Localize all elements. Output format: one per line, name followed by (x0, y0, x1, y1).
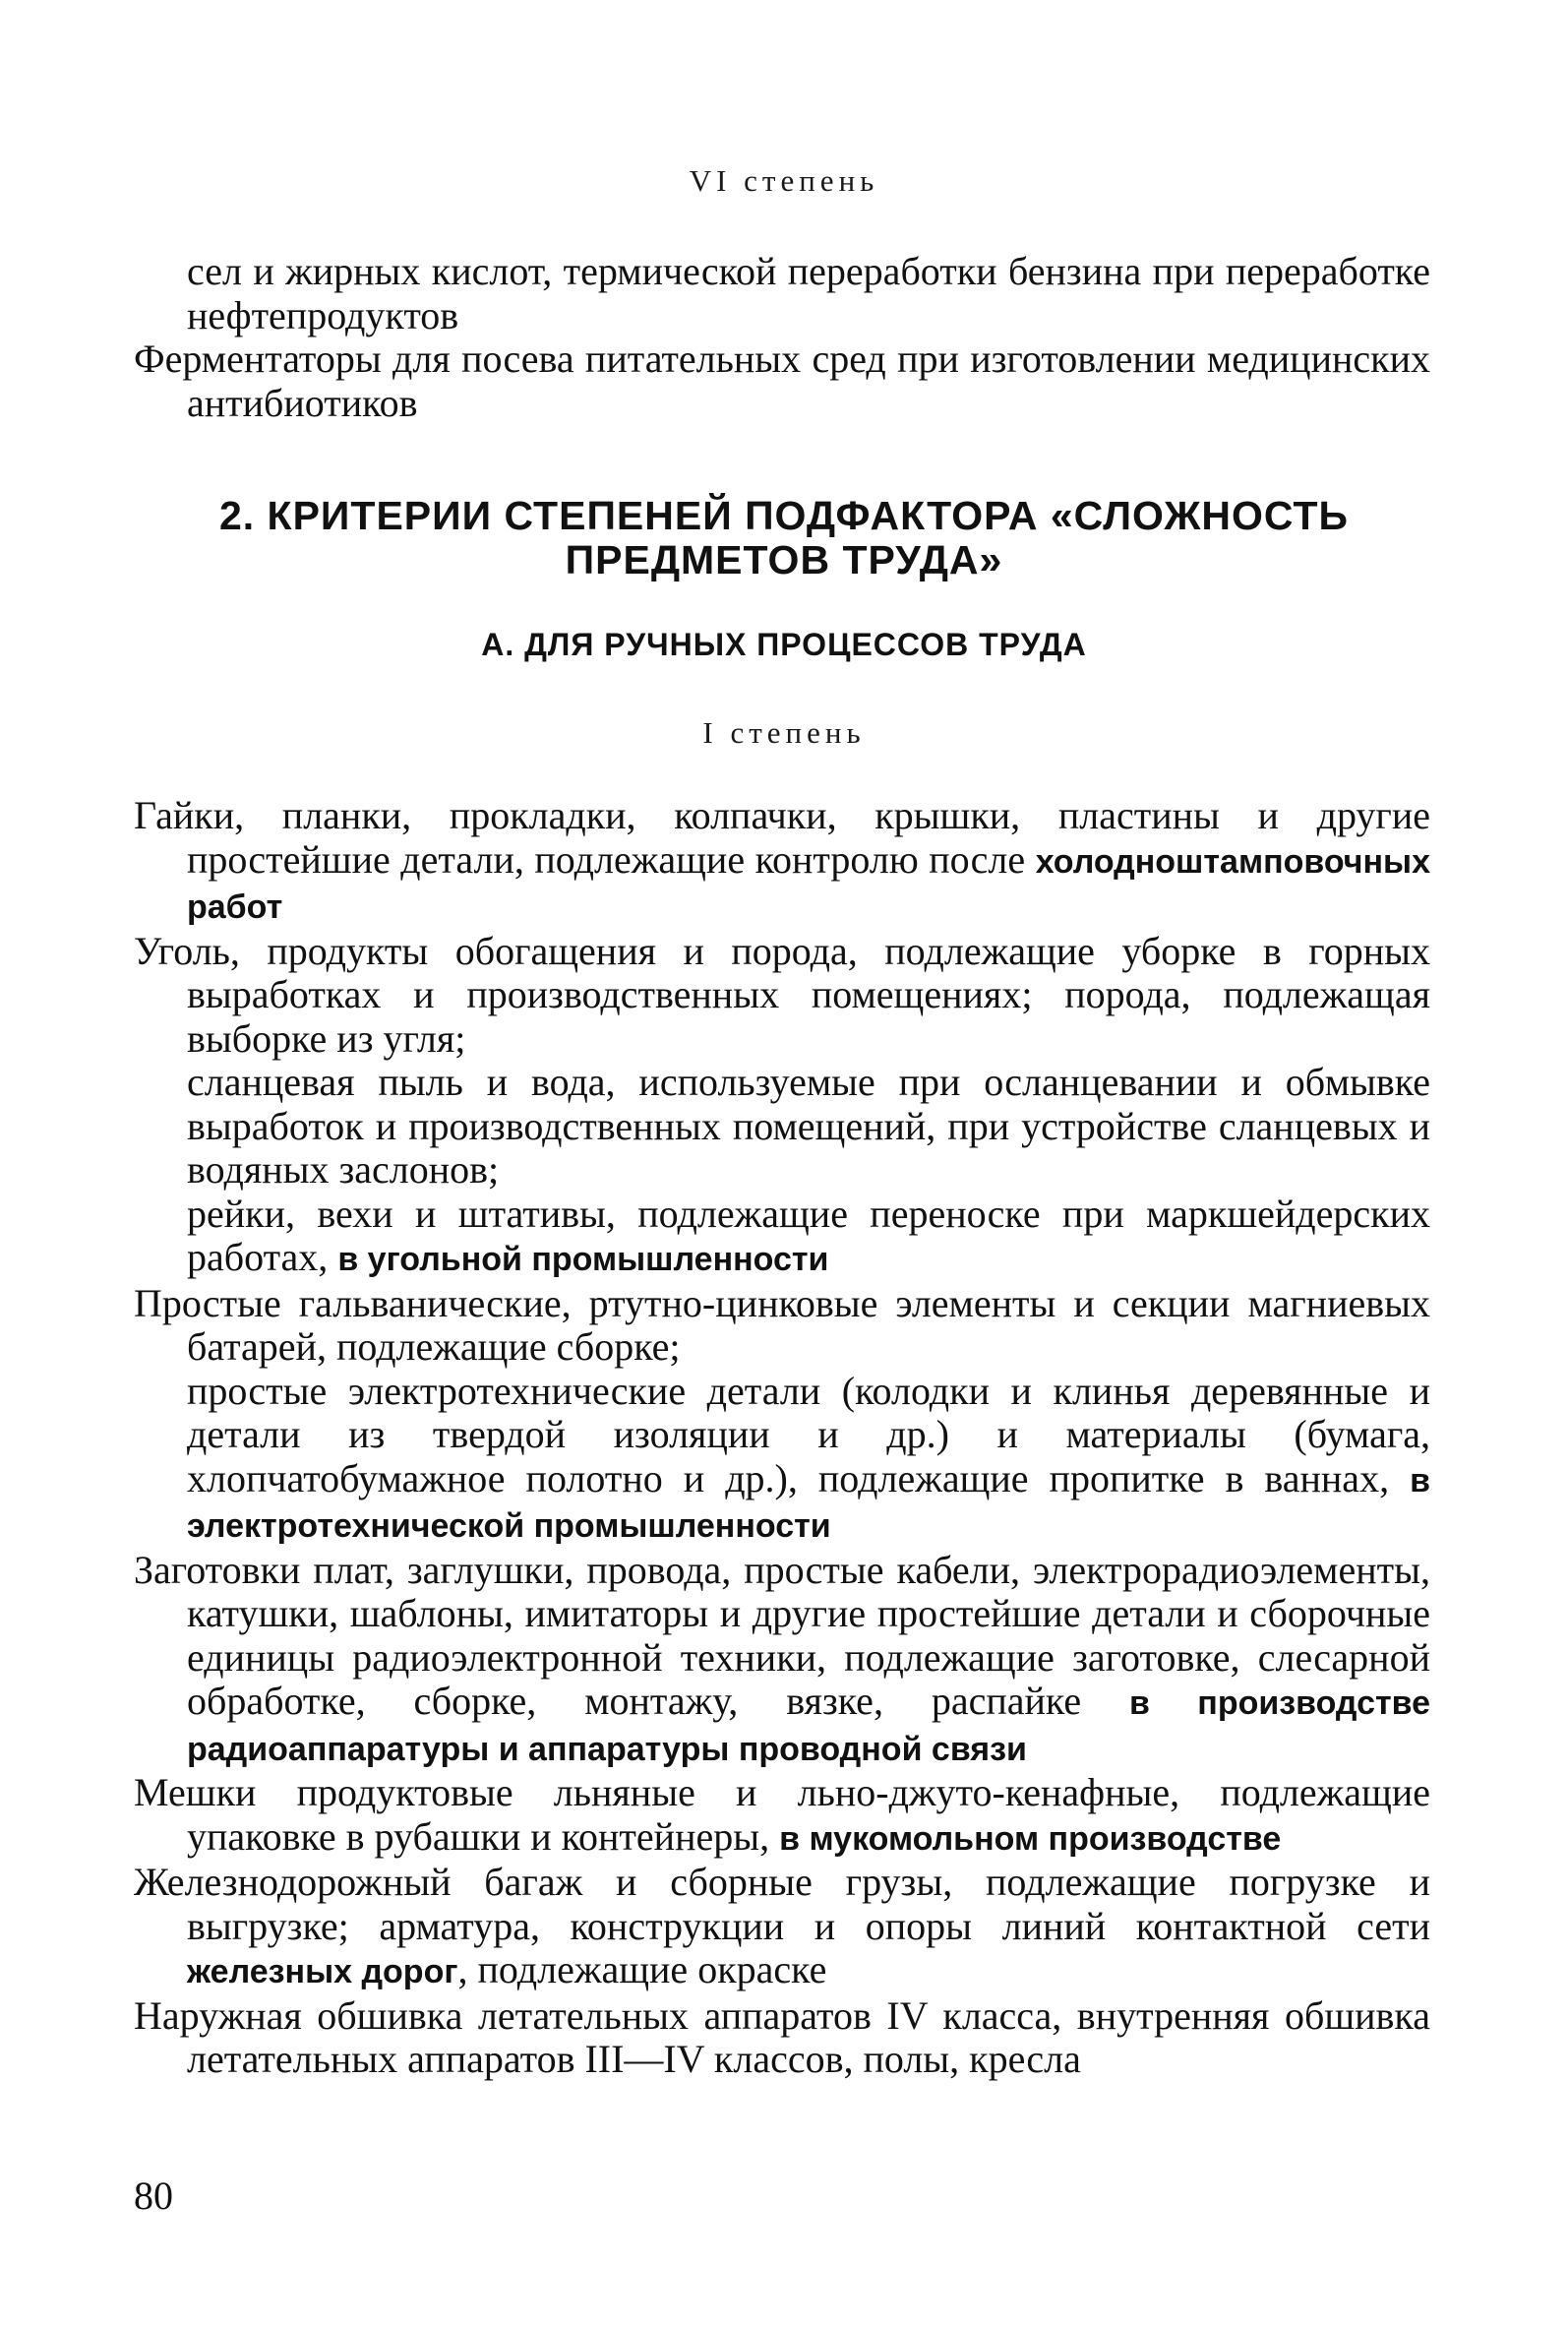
list-item-text: Гайки, планки, прокладки, колпачки, крышки, пластины и другие простейшие детали, подлежащие контролю после (134, 793, 1430, 882)
list-item-emphasis: железных дорог (187, 1953, 458, 1990)
list-item-emphasis: холодноштамповочных работ (187, 842, 1430, 926)
intro-item-fermentators: Ферментаторы для посева питательных сред при изготовлении медицинских антибиотиков (134, 337, 1430, 425)
degree-label: I степень (702, 715, 866, 750)
list-item-electrotechnical (134, 1370, 1430, 1549)
list-item-text: рейки, вехи и штативы, подлежащие переноске при маркшейдерских работах, (187, 1191, 1430, 1279)
subsection-title: А. ДЛЯ РУЧНЫХ ПРОЦЕССОВ ТРУДА (481, 627, 1087, 662)
list-item-text: Заготовки плат, заглушки, провода, простые кабели, электрорадиоэлементы, катушки, шаблоны, имитаторы и другие простейшие детали и сборочные единицы радиоэлектронной техники, подлежащие заготовке, слесарной обработке, сборке, монтажу, вязке, распайке (134, 1547, 1430, 1723)
criteria-list (134, 794, 1430, 2082)
degree-label-top: VI степень (689, 163, 879, 198)
list-item-text: Мешки продуктовые льняные и льно-джуто-кенафные, подлежащие упаковке в рубашки и контейнеры, (134, 1770, 1430, 1859)
intro-continuation: сел и жирных кислот, термической переработки бензина при переработке нефтепродуктов (187, 249, 1430, 337)
section-title-line-1: 2. КРИТЕРИИ СТЕПЕНЕЙ ПОДФАКТОРА «СЛОЖНОСТЬ (218, 493, 1350, 538)
section-title (0, 494, 1568, 582)
section-title-line-2: ПРЕДМЕТОВ ТРУДА» (565, 537, 1003, 582)
list-item-parts (134, 794, 1430, 930)
list-item-galvanic: Простые гальванические, ртутно-цинковые элементы и секции магниевых батарей, подлежащие сборке; (134, 1280, 1430, 1369)
list-item-text: Железнодорожный багаж и сборные грузы, подлежащие погрузке и выгрузке; арматура, конструкции и опоры линий контактной сети (134, 1860, 1430, 1948)
list-item-boards (134, 1549, 1430, 1772)
list-item-text: простые электротехнические детали (колодки и клинья деревянные и детали из твердой изоляции и др.) и материалы (бумага, хлопчатобумажное полотно и др.), подлежащие пропитке в ваннах, (187, 1368, 1430, 1500)
list-item-coal-survey (134, 1193, 1430, 1282)
intro-block (134, 250, 1430, 425)
list-item-coal-shale: сланцевая пыль и вода, используемые при осланцевании и обмывке выработок и производственных помещений, при устройстве сланцевых и водяных заслонов; (187, 1060, 1430, 1192)
page-number: 80 (134, 2173, 173, 2218)
list-item-bags (134, 1771, 1430, 1861)
list-item-railway (134, 1861, 1430, 1994)
list-item-tail: , подлежащие окраске (457, 1947, 827, 1991)
list-item-emphasis: в угольной промышленности (337, 1241, 829, 1278)
list-item-aircraft: Наружная обшивка летательных аппаратов IV класса, внутренняя обшивка летательных аппаратов III—IV классов, полы, кресла (134, 1992, 1430, 2081)
list-item-emphasis: в производстве радиоаппаратуры и аппаратуры проводной связи (187, 1684, 1430, 1768)
list-item-coal: Уголь, продукты обогащения и порода, подлежащие уборке в горных выработках и производственных помещениях; порода, подлежащая выборке из угля; (134, 928, 1430, 1061)
list-item-emphasis: в электротехнической промышленности (187, 1461, 1430, 1545)
list-item-emphasis: в мукомольном производстве (779, 1819, 1282, 1858)
